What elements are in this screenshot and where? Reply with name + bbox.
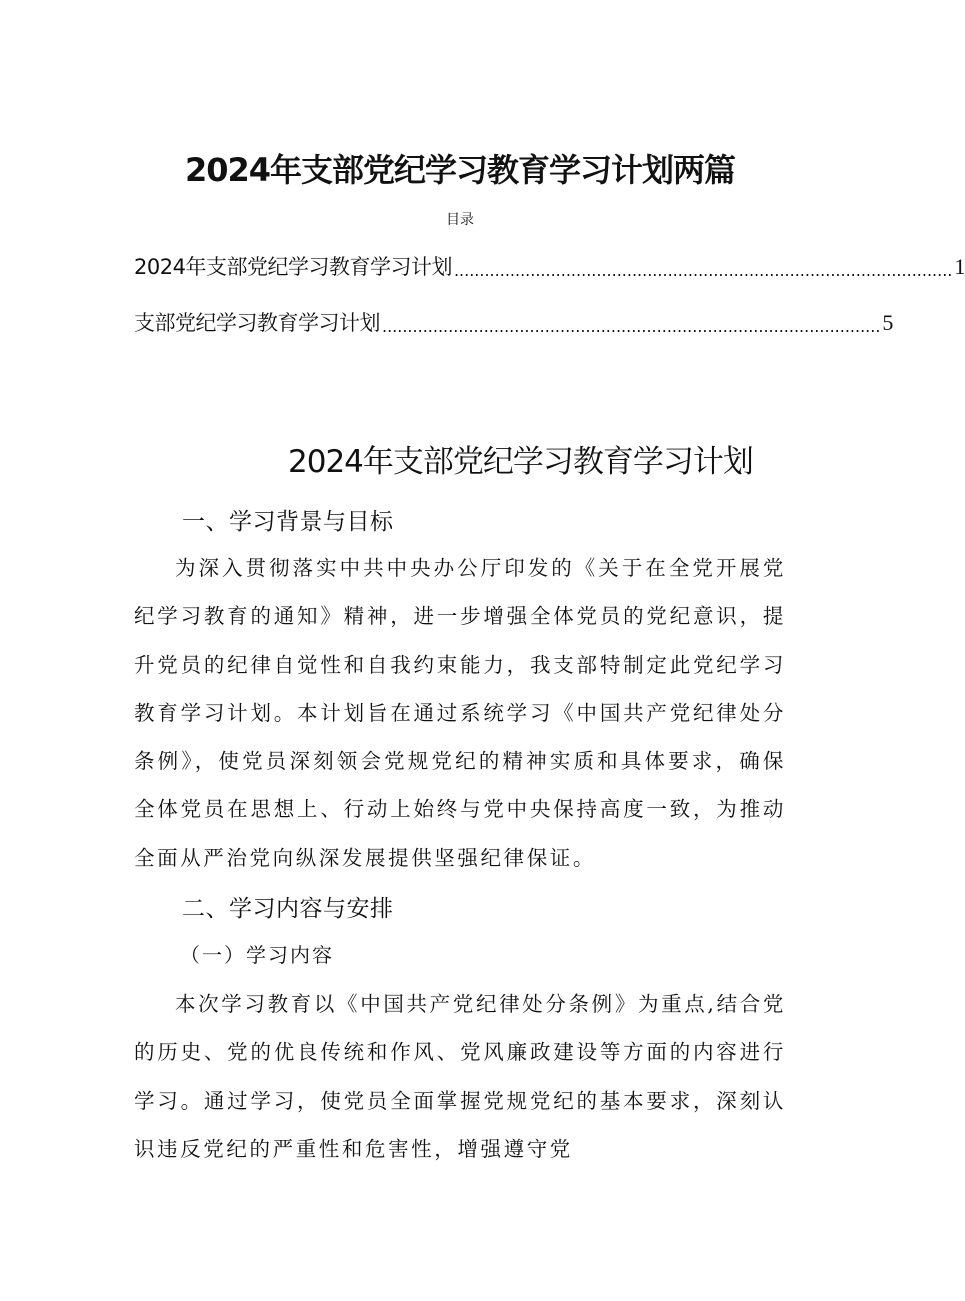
paragraph-background: 为深入贯彻落实中共中央办公厅印发的《关于在全党开展党纪学习教育的通知》精神，进一步增强全体党员的党纪意识，提升党员的纪律自觉性和自我约束能力，我支部特制定此党纪学习教育学习计划。本计划旨在通过系统学习《中国共产党纪律处分条例》，使党员深刻领会党规党纪的精神实质和具体要求，确保全体党员在思想上、行动上始终与党中央保持高度一致，为推动全面从严治党向纵深发展提供坚强纪律保证。 (134, 556, 786, 870)
heading-background-goals: 一、学习背景与目标 (182, 509, 394, 535)
section-title: 2024年支部党纪学习教育学习计划 (288, 444, 753, 480)
heading-content-arrangement: 二、学习内容与安排 (182, 896, 394, 922)
toc-entry-1[interactable] (134, 252, 965, 282)
toc-page-number: 5 (882, 310, 894, 335)
main-title: 2024年支部党纪学习教育学习计划两篇 (184, 151, 736, 189)
toc-entry-title: 2024年支部党纪学习教育学习计划 (134, 255, 452, 279)
toc-heading: 目录 (446, 212, 474, 228)
toc-leader-dots: .................................................................................................. (453, 261, 953, 280)
paragraph-study-content: 本次学习教育以《中国共产党纪律处分条例》为重点,结合党的历史、党的优良传统和作风、党风廉政建设等方面的内容进行学习。通过学习，使党员全面掌握党规党纪的基本要求，深刻认识违反党纪的严重性和危害性，增强遵守党 (134, 992, 786, 1161)
subheading-study-content: （一）学习内容 (180, 943, 334, 967)
toc-leader-dots: .................................................................................................. (382, 317, 881, 336)
toc-entry-title: 支部党纪学习教育学习计划 (134, 311, 380, 335)
toc-entry-2[interactable] (134, 308, 894, 338)
toc-page-number: 1 (954, 254, 965, 279)
